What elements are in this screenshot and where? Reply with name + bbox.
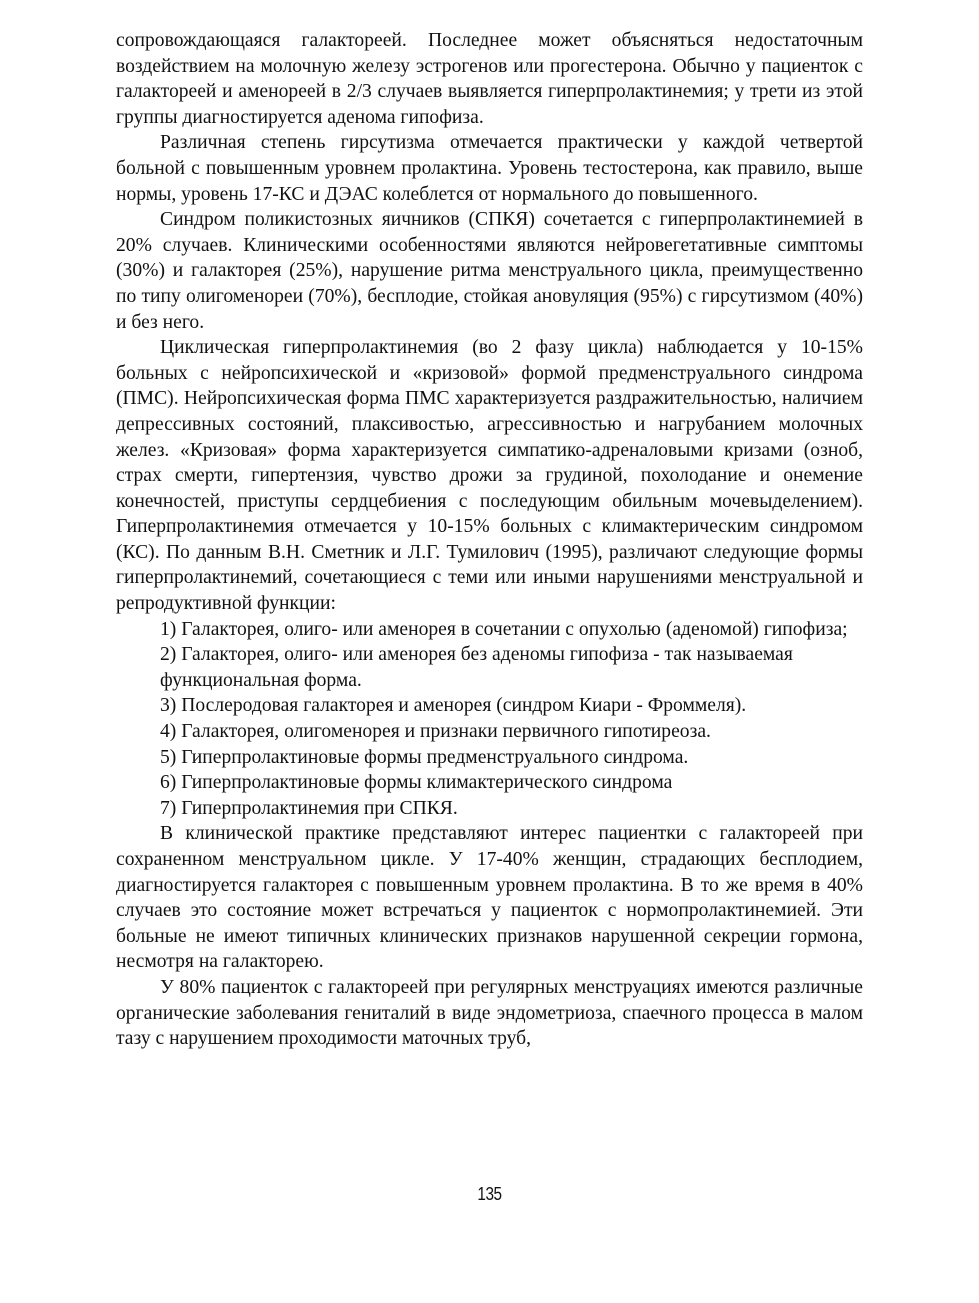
list-item-6: 6) Гиперпролактиновые формы климактерического синдрома (160, 772, 673, 794)
page-number: 135 (477, 1184, 502, 1204)
paragraph-1: сопровождающаяся галактореей. Последнее может объясняться недостаточным воздействием на молочную железу эстрогенов или прогестерона. Обычно у пациенток с галактореей и аменореей в 2/3 случаев выявляется гиперпролактинемия; у трети из этой группы диагностируется аденома гипофиза. (116, 30, 863, 128)
paragraph-5: В клинической практике представляют интерес пациентки с галактореей при сохраненном менструальном цикле. У 17-40% женщин, страдающих бесплодием, диагностируется галакторея с повышенным уровнем пролактина. В то же время в 40% случаев это состояние может встречаться у пациенток с нормопролактинемией. Эти больные не имеют типичных клинических признаков нарушенной секреции гормона, несмотря на галакторею. (116, 823, 863, 973)
list-item-2: 2) Галакторея, олиго- или аменорея без аденомы гипофиза - так называемая функциональная форма. (160, 644, 793, 691)
paragraph-4: Циклическая гиперпролактинемия (во 2 фазу цикла) наблюдается у 10-15% больных с нейропсихической и «кризовой» формой предменструального синдрома (ПМС). Нейропсихическая форма ПМС характеризуется раздражительностью, наличием депрессивных состояний, плаксивостью, агрессивностью и нагрубанием молочных желез. «Кризовая» форма характеризуется симпатико-адреналовыми кризами (озноб, страх смерти, гипертензия, чувство дрожи за грудиной, похолодание и онемение конечностей, приступы сердцебиения с последующим обильным мочевыделением). Гиперпролактинемия отмечается у 10-15% больных с климактерическим синдромом (КС). По данным В.Н. Сметник и Л.Г. Тумилович (1995), различают следующие формы гиперпролактинемий, сочетающиеся с теми или иными нарушениями менструальной и репродуктивной функции: (116, 337, 863, 615)
paragraph-3: Синдром поликистозных яичников (СПКЯ) сочетается с гиперпролактинемией в 20% случаев. Клиническими особенностями являются нейровегетативные симптомы (30%) и галакторея (25%), нарушение ритма менструального цикла, преимущественно по типу олигоменореи (70%), бесплодие, стойкая ановуляция (95%) с гирсутизмом (40%) и без него. (116, 209, 863, 333)
list-item-3: 3) Послеродовая галакторея и аменорея (синдром Киари - Фроммеля). (160, 695, 747, 717)
list-item-4: 4) Галакторея, олигоменорея и признаки первичного гипотиреоза. (160, 721, 711, 743)
paragraph-6: У 80% пациенток с галактореей при регулярных менструациях имеются различные органические заболевания гениталий в виде эндометриоза, спаечного процесса в малом тазу с нарушением проходимости маточных труб, (116, 976, 863, 1050)
list-item-7: 7) Гиперпролактинемия при СПКЯ. (160, 797, 458, 819)
list-item-5: 5) Гиперпролактиновые формы предменструального синдрома. (160, 746, 689, 768)
paragraph-2: Различная степень гирсутизма отмечается практически у каждой четвертой больной с повышенным уровнем пролактина. Уровень тестостерона, как правило, выше нормы, уровень 17-КС и ДЭАС колеблется от нормального до повышенного. (116, 132, 863, 205)
list-item-1: 1) Галакторея, олиго- или аменорея в сочетании с опухолью (аденомой) гипофиза; (160, 618, 848, 640)
forms-list (116, 617, 863, 822)
page-body (116, 28, 863, 1052)
